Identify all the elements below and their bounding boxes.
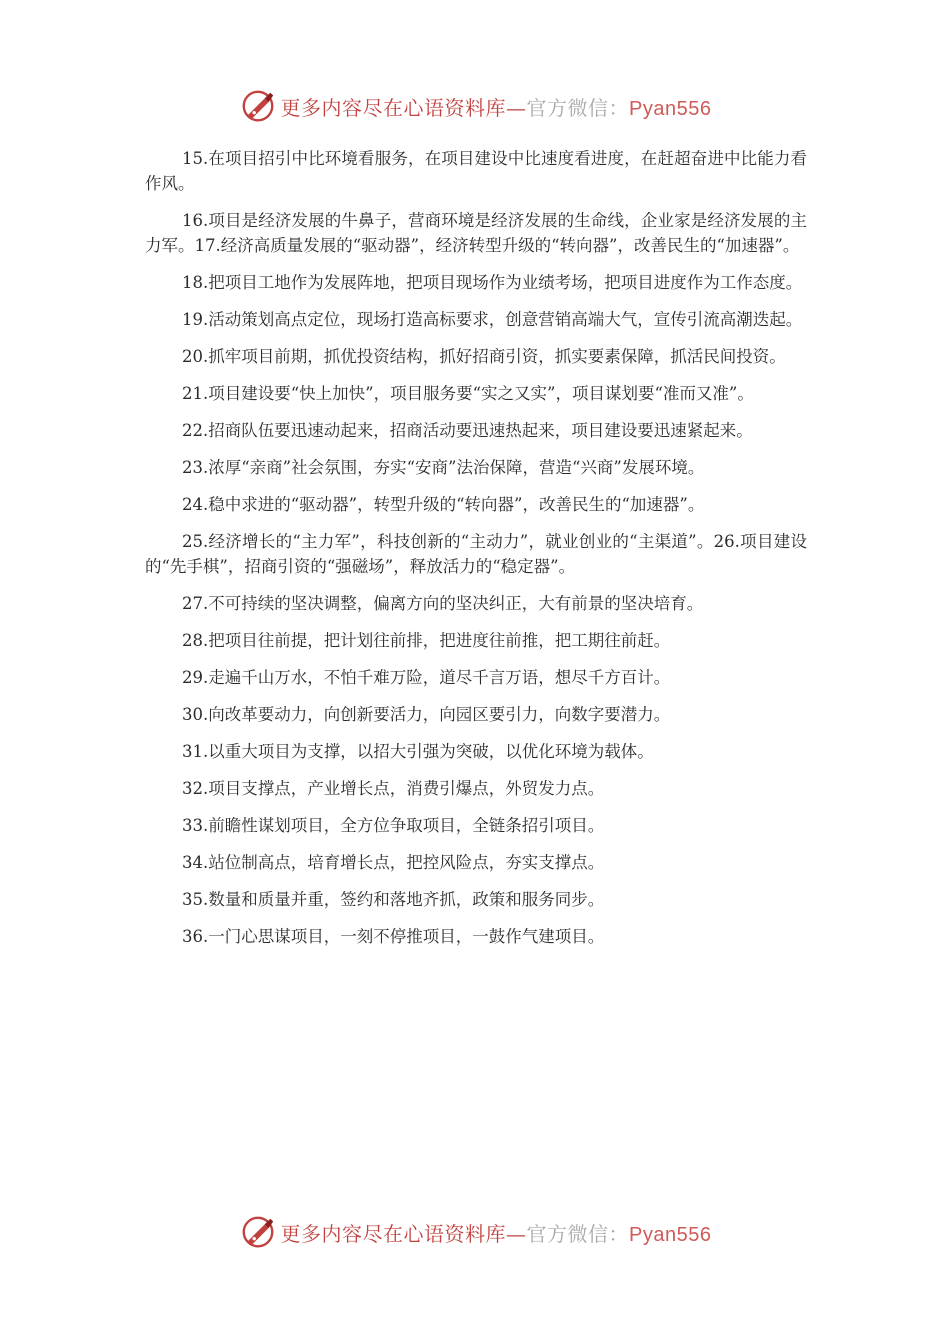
paragraph: 16.项目是经济发展的牛鼻子，营商环境是经济发展的生命线，企业家是经济发展的主力军。17.经济高质量发展的“驱动器”，经济转型升级的“转向器”，改善民生的“加速器”。 [145, 211, 807, 255]
footer-banner [0, 1212, 950, 1252]
paragraph: 15.在项目招引中比环境看服务，在项目建设中比速度看进度，在赶超奋进中比能力看作风。 [145, 149, 807, 193]
document-body [145, 146, 807, 961]
header-main-text: 更多内容尽在心语资料库 [280, 95, 507, 120]
footer-main-text: 更多内容尽在心语资料库 [280, 1221, 507, 1246]
header-banner [0, 86, 950, 126]
header-wechat-label: 官方微信： [526, 95, 630, 120]
paragraph: 25.经济增长的“主力军”，科技创新的“主动力”，就业创业的“主渠道”。26.项目建设的“先手棋”，招商引资的“强磁场”，释放活力的“稳定器”。 [145, 532, 807, 576]
paragraph: 19.活动策划高点定位，现场打造高标要求，创意营销高端大气，宣传引流高潮迭起。 [182, 310, 803, 329]
paragraph: 21.项目建设要“快上加快”，项目服务要“实之又实”，项目谋划要“准而又准”。 [182, 384, 754, 403]
pen-nib-logo-icon [239, 1213, 277, 1251]
header-wechat-id: Pyan556 [629, 97, 712, 120]
footer-wechat-id: Pyan556 [629, 1223, 712, 1246]
paragraph: 23.浓厚“亲商”社会氛围，夯实“安商”法治保障，营造“兴商”发展环境。 [182, 458, 705, 477]
paragraph: 36.一门心思谋项目，一刻不停推项目，一鼓作气建项目。 [182, 927, 605, 946]
paragraph: 31.以重大项目为支撑，以招大引强为突破，以优化环境为载体。 [182, 742, 654, 761]
header-text [281, 92, 712, 121]
footer-wechat-label: 官方微信： [526, 1221, 630, 1246]
paragraph: 27.不可持续的坚决调整，偏离方向的坚决纠正，大有前景的坚决培育。 [182, 594, 704, 613]
header-dash: — [506, 95, 527, 120]
paragraph: 29.走遍千山万水，不怕千难万险，道尽千言万语，想尽千方百计。 [182, 668, 671, 687]
footer-text [281, 1218, 712, 1247]
paragraph: 32.项目支撑点，产业增长点，消费引爆点，外贸发力点。 [182, 779, 605, 798]
paragraph: 33.前瞻性谋划项目，全方位争取项目，全链条招引项目。 [182, 816, 605, 835]
paragraph: 35.数量和质量并重，签约和落地齐抓，政策和服务同步。 [182, 890, 605, 909]
paragraph: 30.向改革要动力，向创新要活力，向园区要引力，向数字要潜力。 [182, 705, 671, 724]
paragraph: 22.招商队伍要迅速动起来，招商活动要迅速热起来，项目建设要迅速紧起来。 [182, 421, 753, 440]
paragraph: 34.站位制高点，培育增长点，把控风险点，夯实支撑点。 [182, 853, 605, 872]
paragraph: 28.把项目往前提，把计划往前排，把进度往前推，把工期往前赶。 [182, 631, 671, 650]
footer-dash: — [506, 1221, 527, 1246]
paragraph: 24.稳中求进的“驱动器”，转型升级的“转向器”，改善民生的“加速器”。 [182, 495, 705, 514]
paragraph: 18.把项目工地作为发展阵地，把项目现场作为业绩考场，把项目进度作为工作态度。 [182, 273, 803, 292]
paragraph: 20.抓牢项目前期，抓优投资结构，抓好招商引资，抓实要素保障，抓活民间投资。 [182, 347, 786, 366]
pen-nib-logo-icon [239, 87, 277, 125]
